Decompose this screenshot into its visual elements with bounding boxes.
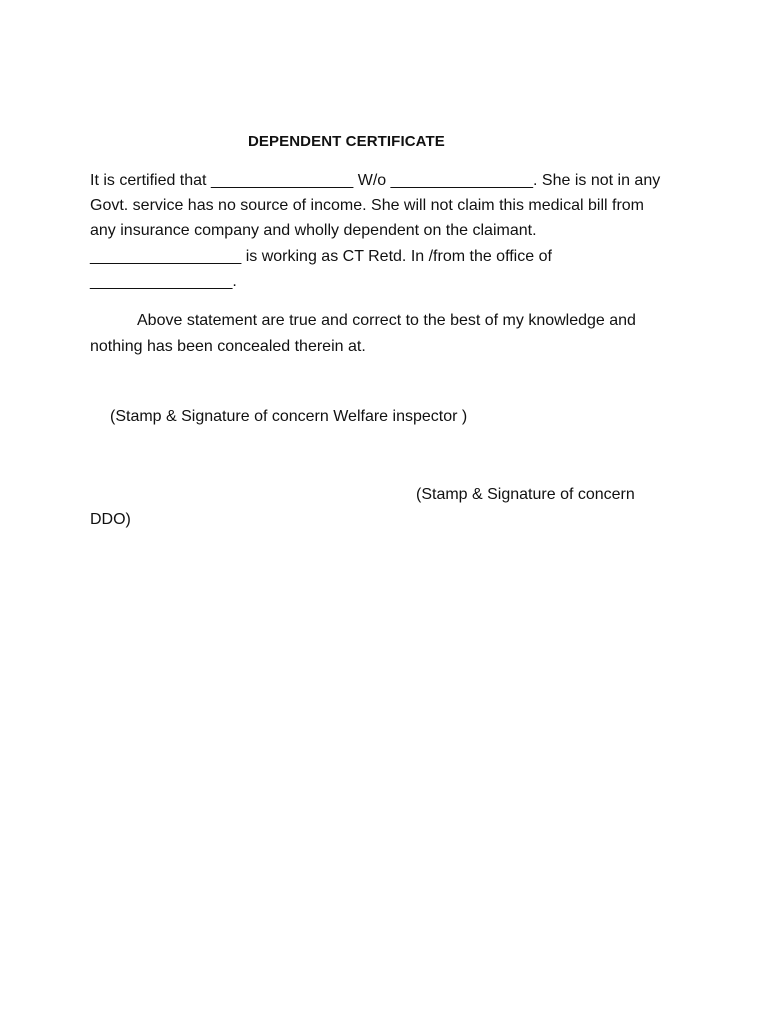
paragraph1-line-2: Govt. service has no source of income. She will not claim this medical bill from xyxy=(90,197,644,214)
certificate-title: DEPENDENT CERTIFICATE xyxy=(248,133,445,150)
welfare-inspector-signature-label: (Stamp & Signature of concern Welfare inspector ) xyxy=(110,408,468,425)
paragraph1-line-1: It is certified that ________________ W/o ________________. She is not in any xyxy=(90,172,661,189)
paragraph1-line-3: any insurance company and wholly dependent on the claimant. xyxy=(90,222,537,239)
paragraph2-line-1: Above statement are true and correct to the best of my knowledge and xyxy=(137,312,636,329)
ddo-signature-label-line-2: DDO) xyxy=(90,511,131,528)
paragraph1-line-4: _________________ is working as CT Retd. In /from the office of xyxy=(90,248,552,265)
ddo-signature-label-line-1: (Stamp & Signature of concern xyxy=(416,486,635,503)
paragraph1-line-5: ________________. xyxy=(90,273,237,290)
paragraph2-line-2: nothing has been concealed therein at. xyxy=(90,338,366,355)
